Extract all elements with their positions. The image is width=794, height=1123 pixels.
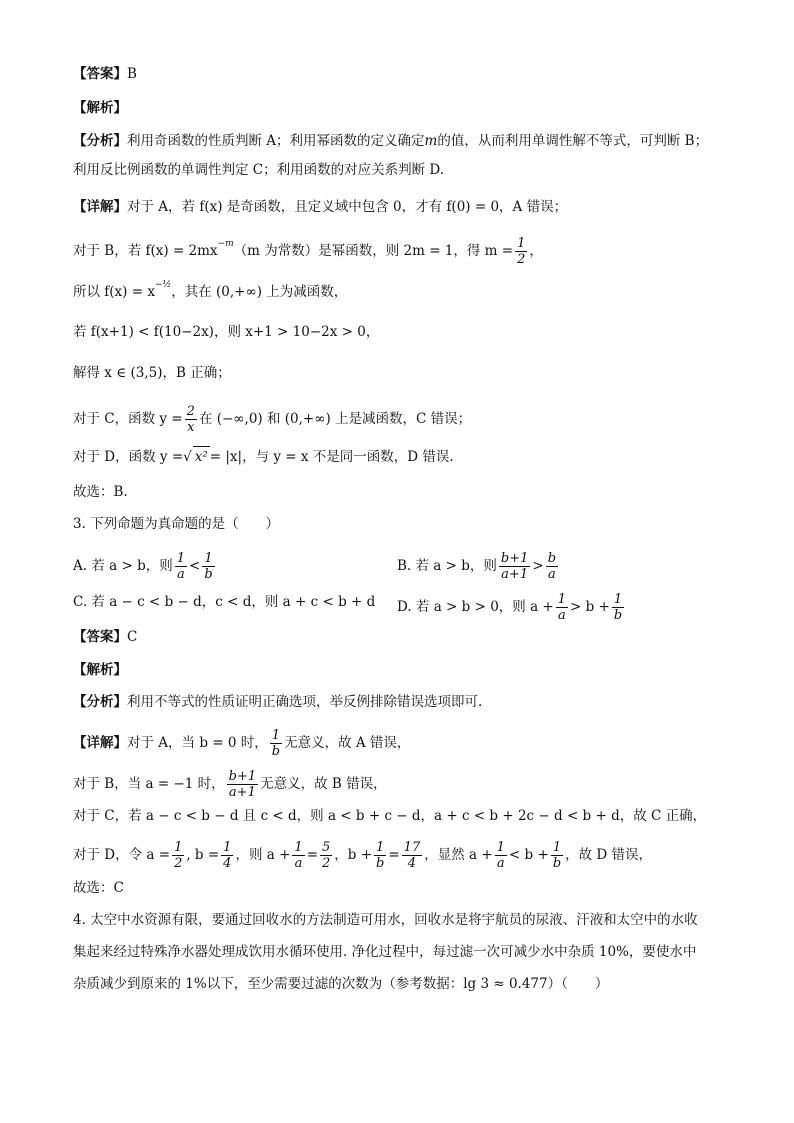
detail-tag: 【详解】	[73, 735, 127, 751]
option-a-text: A. 若 a > b，则	[73, 558, 173, 574]
fraction	[556, 592, 568, 623]
option-b	[397, 551, 560, 582]
numerator: 1	[271, 728, 281, 743]
denominator: 4	[407, 856, 417, 871]
denominator: a	[557, 608, 566, 623]
detail-3b: ，其在 (0,+∞) 上为减函数，	[171, 284, 348, 300]
denominator: a	[496, 856, 505, 871]
numerator: 1	[204, 551, 213, 566]
q3-answer-line	[73, 627, 137, 647]
operator: > b +	[570, 599, 610, 615]
fenxi-tag: 【分析】	[73, 133, 127, 149]
denominator: b	[376, 856, 385, 871]
fraction	[374, 840, 386, 871]
fraction	[227, 769, 259, 800]
detail-4i: ，故 D 错误，	[565, 847, 653, 863]
denominator: 2	[517, 252, 526, 267]
numerator: 1	[517, 236, 526, 251]
numerator: 17	[403, 840, 421, 855]
detail-4f: =	[388, 847, 400, 863]
fraction	[185, 404, 197, 435]
denominator: b	[271, 744, 281, 759]
fenxi-line-2: 利用反比例函数的单调性判定 C；利用函数的对应关系判断 D.	[73, 162, 445, 178]
question-4-line-3: 杂质减少到原来的 1%以下，至少需要过滤的次数为（参考数据：lg 3 ≈ 0.477）（ ）	[73, 976, 609, 992]
fraction	[221, 840, 233, 871]
detail-2b: （m 为常数）是幂函数，则 2m = 1，得 m =	[233, 243, 514, 259]
q3-detail-line-1	[73, 728, 410, 759]
fraction	[292, 840, 304, 871]
detail-2c: ，	[529, 243, 543, 259]
denominator: a	[176, 567, 185, 582]
answer-tag: 【答案】	[73, 629, 127, 645]
detail-7b: = |x|，与 y = x 不是同一函数，D 错误.	[209, 449, 454, 465]
detail-text-1: 对于 A，若 f(x) 是奇函数，且定义域中包含 0，才有 f(0) = 0，A 错误；	[127, 199, 568, 215]
detail-tag: 【详解】	[73, 199, 127, 215]
detail-2a: 对于 B，当 a = −1 时，	[73, 776, 225, 792]
fraction	[320, 840, 332, 871]
denominator: a+1	[228, 785, 256, 800]
numerator: 1	[613, 592, 623, 607]
numerator: 1	[176, 551, 185, 566]
operator: >	[532, 558, 544, 574]
q3-analysis-heading	[73, 660, 127, 680]
detail-line-7: 对于 D，函数 y =√ x² = |x|，与 y = x 不是同一函数，D 错误.	[73, 446, 454, 467]
fraction	[495, 840, 507, 871]
fenxi-tag: 【分析】	[73, 694, 127, 710]
denominator: 4	[223, 856, 232, 871]
detail-4a: 对于 D，令 a =	[73, 847, 171, 863]
fraction	[175, 551, 187, 582]
detail-4e: ，b +	[334, 847, 373, 863]
numerator: 1	[294, 840, 303, 855]
denominator: x	[187, 420, 195, 435]
fenxi-text-2: 的值，从而利用单调性解不等式，可判断 B；	[437, 133, 709, 149]
detail-2-exponent: −m	[217, 239, 234, 249]
detail-line-3	[73, 281, 347, 302]
denominator: a	[547, 567, 556, 582]
numerator: 1	[552, 840, 562, 855]
option-b-text: B. 若 a > b，则	[397, 558, 497, 574]
operator: <	[189, 558, 201, 574]
analysis-heading	[73, 98, 127, 118]
q3-fenxi-line	[73, 692, 482, 712]
q3-detail-line-2	[73, 769, 387, 800]
denominator: b	[613, 608, 623, 623]
numerator: 1	[557, 592, 567, 607]
detail-6b: 在 (−∞,0) 和 (0,+∞) 上是减函数，C 错误；	[198, 411, 472, 427]
numerator: 2	[186, 404, 195, 419]
fraction	[402, 840, 423, 871]
numerator: 1	[223, 840, 232, 855]
detail-line-5: 解得 x ∈ (3,5)，B 正确；	[73, 365, 231, 381]
fenxi-text: 利用不等式的性质证明正确选项，举反例排除错误选项即可.	[127, 694, 483, 710]
numerator: 5	[322, 840, 331, 855]
numerator: 1	[376, 840, 385, 855]
detail-4b: , b =	[186, 847, 220, 863]
detail-line-6	[73, 404, 471, 435]
detail-3-exponent: −½	[154, 280, 172, 290]
numerator: b+1	[500, 551, 529, 566]
choose-line: 故选：B.	[73, 484, 128, 500]
option-a	[73, 551, 217, 582]
denominator: 2	[174, 856, 183, 871]
question-4-line-1: 4. 太空中水资源有限，要通过回收水的方法制造可用水，回收水是将宇航员的尿液、汗液和太空中的水收	[73, 912, 698, 928]
denominator: 2	[322, 856, 331, 871]
question-4-line-2: 集起来经过特殊净水器处理成饮用水循环使用. 净化过程中，每过滤一次可减少水中杂质 10%，要使水中	[73, 944, 697, 960]
q3-detail-line-4	[73, 840, 652, 871]
numerator: 1	[496, 840, 505, 855]
detail-4d: =	[306, 847, 318, 863]
denominator: b	[204, 567, 213, 582]
denominator: b	[552, 856, 562, 871]
detail-6a: 对于 C，函数 y =	[73, 411, 183, 427]
detail-line-2	[73, 236, 543, 267]
analysis-tag: 【解析】	[73, 662, 127, 678]
fraction	[202, 551, 214, 582]
option-d-text: D. 若 a > b > 0，则 a +	[397, 599, 554, 615]
detail-7a: 对于 D，函数 y =	[73, 449, 184, 465]
answer-tag: 【答案】	[73, 66, 127, 82]
answer-value: B	[127, 66, 137, 82]
fraction	[499, 551, 531, 582]
detail-line-1	[73, 197, 567, 217]
question-3-stem: 3. 下列命题为真命题的是（ ）	[73, 516, 280, 532]
fenxi-line	[73, 131, 708, 151]
option-c: C. 若 a − c < b − d，c < d，则 a + c < b + d	[73, 594, 376, 610]
detail-3a: 所以 f(x) = x	[73, 284, 155, 300]
detail-2b: 无意义，故 B 错误，	[260, 776, 387, 792]
denominator: a+1	[501, 567, 529, 582]
q3-detail-line-3: 对于 C，若 a − c < b − d 且 c < d，则 a < b + c − d，a + c < b + 2c − d < b + d，故 C 正确，	[73, 808, 707, 824]
q3-choose-line: 故选：C	[73, 880, 124, 896]
detail-1b: 无意义，故 A 错误，	[284, 735, 411, 751]
radicand: x²	[193, 446, 210, 467]
numerator: b+1	[228, 769, 257, 784]
detail-4c: ，则 a +	[235, 847, 291, 863]
detail-2a: 对于 B，若 f(x) = 2mx	[73, 243, 218, 259]
option-d	[397, 592, 626, 623]
detail-1a: 对于 A，当 b = 0 时，	[127, 735, 268, 751]
detail-4g: ，显然 a +	[424, 847, 493, 863]
fenxi-text-1: 利用奇函数的性质判断 A；利用幂函数的定义确定	[127, 133, 425, 149]
answer-value: C	[127, 629, 138, 645]
fenxi-var-m: m	[424, 133, 438, 149]
fraction	[270, 728, 282, 759]
answer-line	[73, 64, 137, 84]
fraction	[612, 592, 624, 623]
numerator: b	[547, 551, 557, 566]
fraction	[546, 551, 558, 582]
analysis-tag: 【解析】	[73, 100, 127, 116]
detail-4h: < b +	[508, 847, 549, 863]
numerator: 1	[174, 840, 183, 855]
fraction	[172, 840, 184, 871]
detail-line-4: 若 f(x+1) < f(10−2x)，则 x+1 > 10−2x > 0，	[73, 324, 380, 340]
fraction	[551, 840, 563, 871]
fraction	[515, 236, 527, 267]
denominator: a	[294, 856, 303, 871]
